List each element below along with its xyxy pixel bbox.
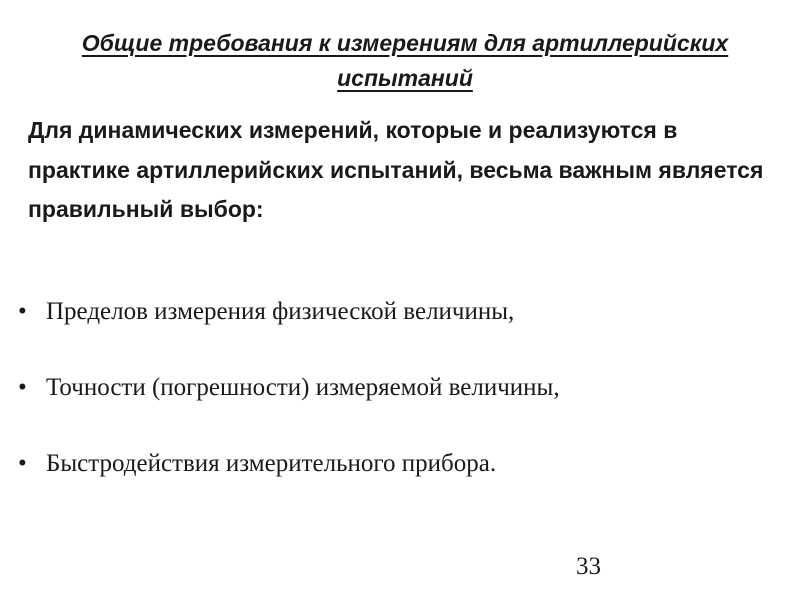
list-item [12,445,772,483]
bullet-text: Быстродействия измерительного прибора. [46,450,497,477]
bullet-text: Точности (погрешности) измеряемой величины, [46,374,560,401]
bullet-icon: • [18,298,27,325]
bullet-icon: • [18,374,27,401]
bullet-text: Пределов измерения физической величины, [46,298,515,325]
intro-paragraph: Для динамических измерений, которые и реализуются в практике артиллерийских испытаний, весьма важным является правильный выбор: [28,117,764,222]
bullet-icon: • [18,450,27,477]
bullet-list [12,293,772,521]
page-number: 33 [576,553,601,580]
list-item [12,369,772,407]
list-item [12,293,772,331]
slide-title: Общие требования к измерениям для артиллерийских испытаний [81,30,729,91]
